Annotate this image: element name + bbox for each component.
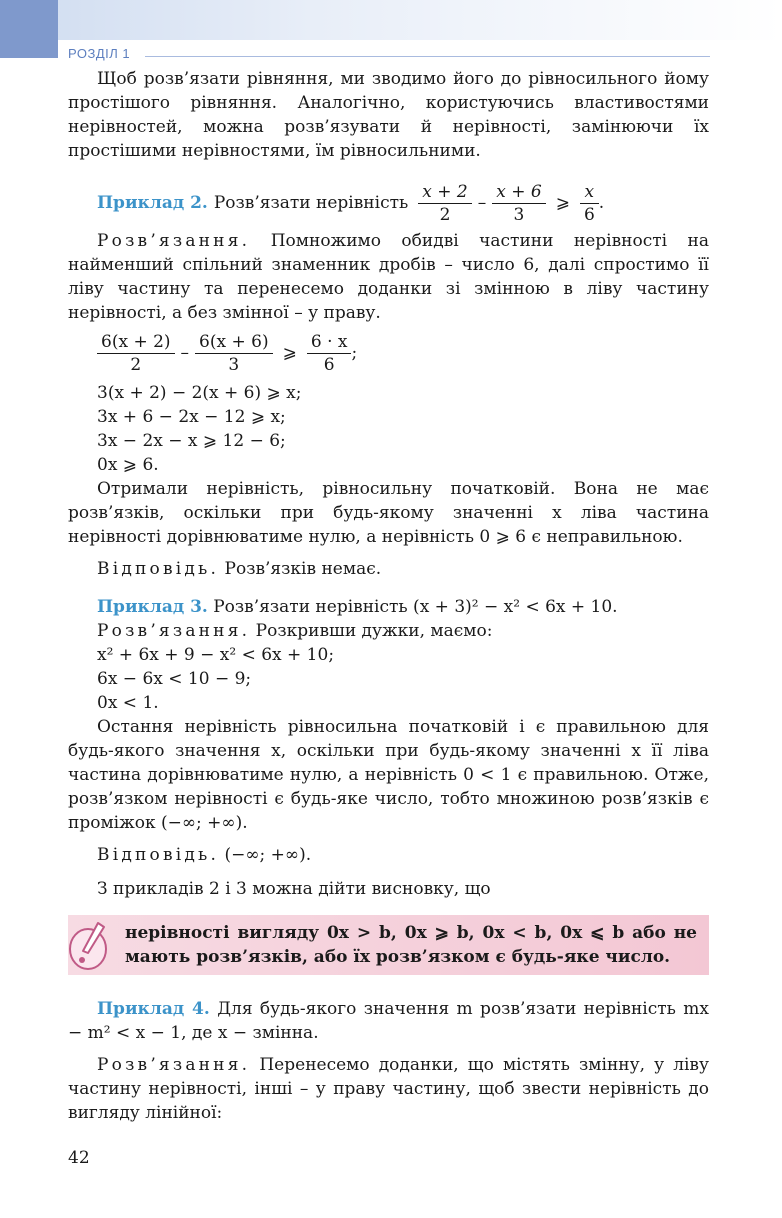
solution-text: Розкривши дужки, маємо:: [255, 621, 493, 641]
example4-text: Для будь-якого значення m розв’язати нерівність mx − m² < x − 1, де x − змінна.: [68, 999, 709, 1043]
example3-step-2: 6x − 6x < 10 − 9;: [97, 669, 252, 689]
example3-solution: [68, 619, 709, 643]
multiplied-fraction-3: [307, 331, 352, 376]
example2-step-1: 3(x + 2) − 2(x + 6) ⩾ x;: [97, 383, 302, 403]
end-mark: ;: [351, 343, 358, 363]
relation-sign: ⩾: [282, 343, 297, 363]
example4-problem: [68, 997, 709, 1045]
minus-sign: –: [180, 343, 190, 363]
fraction-denominator: 6: [583, 204, 595, 225]
multiplied-fraction-2: [195, 331, 273, 376]
fraction-denominator: 2: [130, 354, 142, 375]
intro-paragraph: Щоб розв’язати рівняння, ми зводимо його до рівносильного йому простішого рівняння. Аналогічно, користуючись властивостями нерівностей, можна розв’язувати й нерівності, замінюючи їх простішими нерівностями, їм рівносильними.: [68, 69, 709, 161]
example2-fraction-1: [418, 181, 471, 226]
example2-fraction-2: [492, 181, 545, 226]
header-rule: [145, 56, 710, 57]
example2-problem: [68, 177, 709, 229]
example2-step-3: 3x − 2x − x ⩾ 12 − 6;: [97, 431, 286, 451]
example3-answer: [68, 843, 709, 867]
exclamation-pen-icon: [68, 919, 112, 971]
fraction-denominator: 6: [323, 354, 335, 375]
example2-text: Розв’язати нерівність: [213, 193, 409, 213]
example2-answer: [68, 557, 709, 581]
example3-text: Розв’язати нерівність (x + 3)² − x² < 6x + 10.: [213, 597, 618, 617]
fraction-numerator: 6(x + 6): [195, 331, 273, 354]
example4-label: Приклад 4.: [97, 999, 210, 1019]
section-label: РОЗДІЛ 1: [68, 46, 131, 61]
example4-solution: [68, 1053, 709, 1125]
solution-text: Помножимо обидві частини нерівності на найменший спільний знаменник дробів – число 6, далі спростимо її ліву частину та перенесемо доданки зі змінною в ліву частину нерівності, а без змінної – у праву.: [68, 231, 709, 323]
example2-conclusion: Отримали нерівність, рівносильну початковій. Вона не має розв’язків, оскільки при будь-якому значенні x ліва частина нерівності дорівнюватиме нулю, а нерівність 0 ⩾ 6 є неправильною.: [68, 479, 709, 547]
solution-label: Розв’язання.: [97, 231, 251, 251]
multiplied-fraction-1: [97, 331, 175, 376]
fraction-denominator: 3: [228, 354, 240, 375]
example2-label: Приклад 2.: [97, 193, 208, 213]
minus-sign: –: [477, 193, 487, 213]
end-mark: .: [598, 193, 605, 213]
header-band: [0, 0, 782, 40]
answer-label: Відповідь.: [97, 845, 220, 865]
answer-label: Відповідь.: [97, 559, 220, 579]
solution-label: Розв’язання.: [97, 621, 251, 641]
example3-conclusion: Остання нерівність рівносильна початковій і є правильною для будь-якого значення x, оскільки при будь-якому значенні x її ліва частина дорівнюватиме нулю, а нерівність 0 < 1 є правильною. Отже, розв’язком нерівності є будь-яке число, тобто множиною розв’язків є проміжок (−∞; +∞).: [68, 717, 709, 833]
page-number: 42: [68, 1148, 90, 1168]
solution-label: Розв’язання.: [97, 1055, 251, 1075]
page-content: [68, 67, 709, 1125]
key-rule-note: [68, 915, 709, 975]
key-rule-text: нерівності вигляду 0x > b, 0x ⩾ b, 0x < b, 0x ⩽ b або не мають розв’язків, або їх розв’язком є будь-яке число.: [125, 923, 697, 967]
answer-text: (−∞; +∞).: [224, 845, 312, 865]
fraction-numerator: x + 6: [492, 181, 545, 204]
fraction-numerator: x: [580, 181, 599, 204]
fraction-numerator: 6 · x: [307, 331, 352, 354]
example3-step-3: 0x < 1.: [97, 693, 159, 713]
relation-sign: ⩾: [555, 193, 570, 213]
example2-step-2: 3x + 6 − 2x − 12 ⩾ x;: [97, 407, 286, 427]
header-corner-block: [0, 0, 58, 58]
example2-multiplied-inequality: [68, 325, 709, 381]
fraction-numerator: x + 2: [418, 181, 471, 204]
fraction-denominator: 2: [439, 204, 451, 225]
fraction-denominator: 3: [513, 204, 525, 225]
summary-lead: З прикладів 2 і 3 можна дійти висновку, що: [97, 879, 491, 899]
example2-fraction-3: [580, 181, 599, 226]
example3-problem: [68, 595, 709, 619]
example3-step-1: x² + 6x + 9 − x² < 6x + 10;: [97, 645, 335, 665]
example2-step-4: 0x ⩾ 6.: [97, 455, 159, 475]
solution-text: Перенесемо доданки, що містять змінну, у ліву частину нерівності, інші – у праву частину, щоб звести нерівність до вигляду лінійної:: [68, 1055, 710, 1123]
example2-solution: [68, 229, 709, 325]
fraction-numerator: 6(x + 2): [97, 331, 175, 354]
answer-text: Розв’язків немає.: [224, 559, 382, 579]
example3-label: Приклад 3.: [97, 597, 208, 617]
